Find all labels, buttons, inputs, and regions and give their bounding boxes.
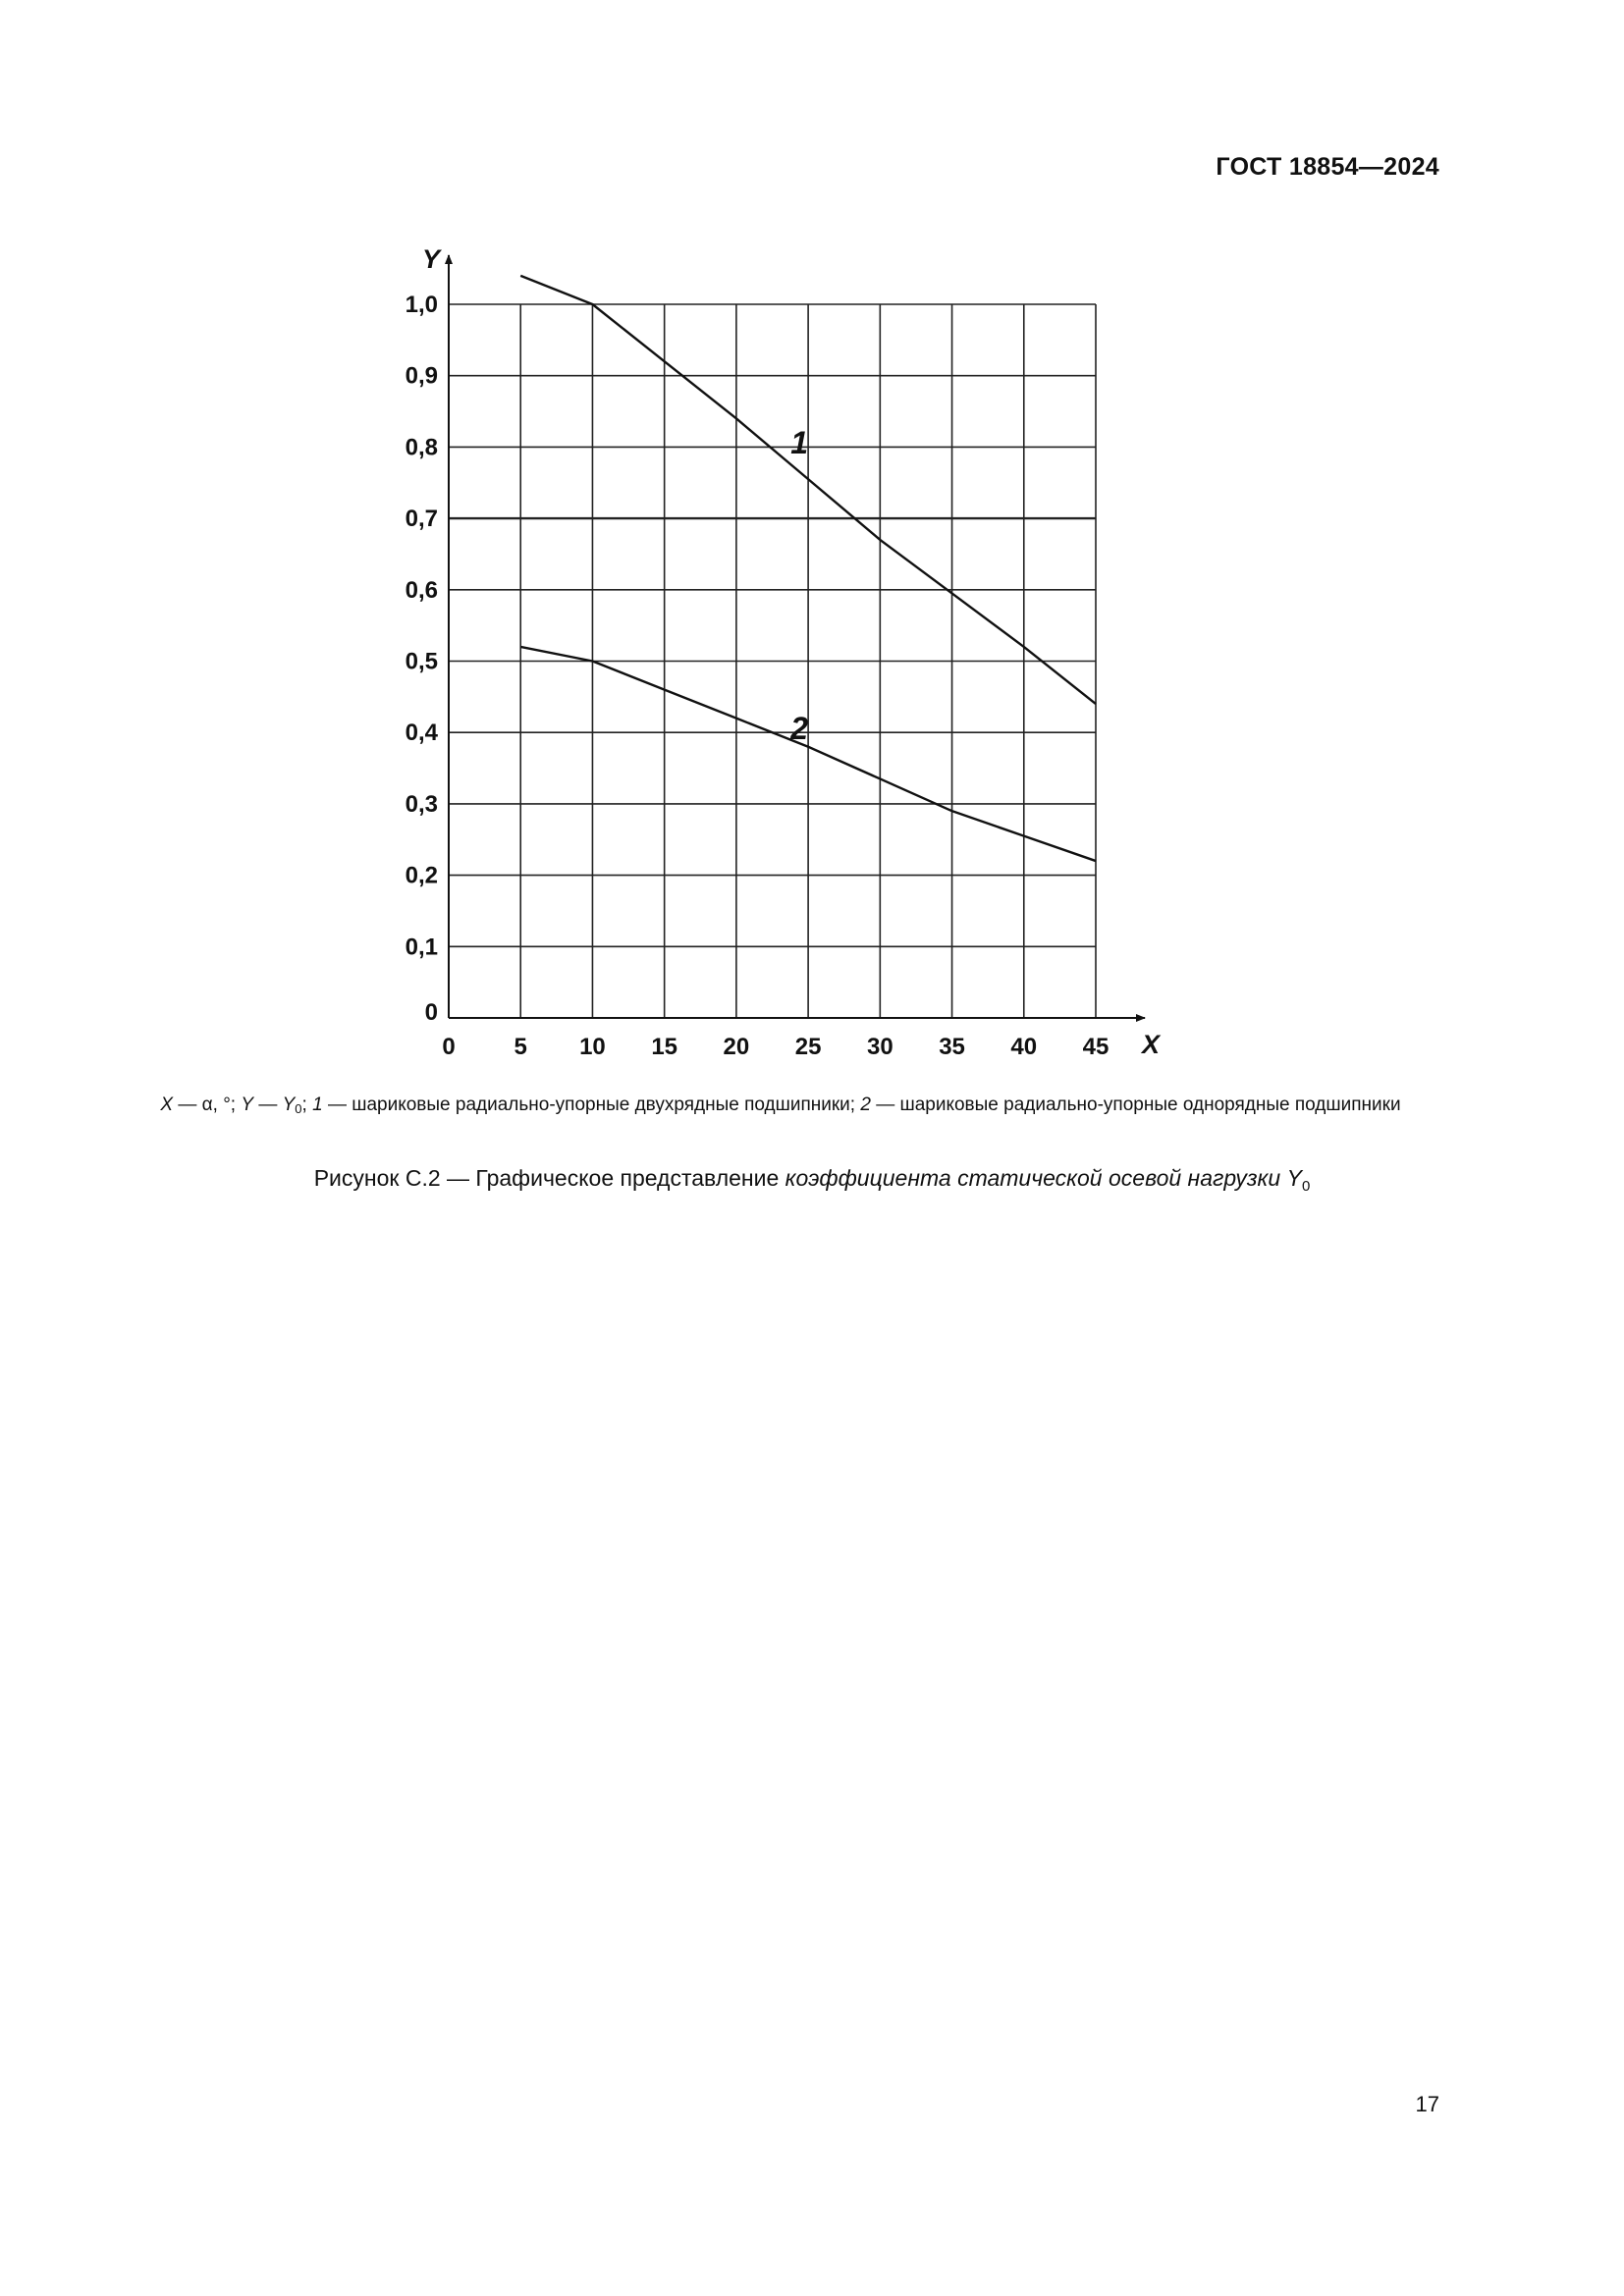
caption-prefix: Рисунок С.2 — Графическое представление [313,1165,785,1191]
x-tick-label-0: 0 [442,1034,456,1060]
caption-italic: коэффициента статической осевой нагрузки Y [785,1165,1302,1191]
grid-lines [449,304,1096,1018]
x-axis-title: X [1141,1030,1161,1059]
x-tick-label-45: 45 [1082,1034,1110,1060]
x-tick-label-5: 5 [514,1034,527,1060]
axes [449,255,1145,1018]
y-tick-label-0: 0 [424,999,438,1026]
document-header: ГОСТ 18854—2024 [1216,153,1439,181]
legend-y0-symbol: Y [282,1095,296,1115]
legend-item-1-text: — шариковые радиально-упорные двухрядные подшипники; [322,1095,861,1115]
legend-y-symbol: Y [241,1095,254,1115]
y-tick-label-1,0: 1,0 [405,292,438,318]
page-number: 17 [1415,2092,1439,2116]
y-tick-label-0,5: 0,5 [405,648,438,675]
legend-y0-subscript: 0 [295,1101,302,1116]
tick-labels [406,244,1162,1060]
y-tick-label-0,6: 0,6 [405,576,438,604]
y-tick-label-0,1: 0,1 [405,934,438,961]
legend-separator: ; [301,1095,313,1115]
caption-subscript: 0 [1301,1178,1311,1195]
legend-y-dash: — [253,1095,283,1115]
legend-x-definition: — α, °; [173,1095,242,1115]
chart-svg [0,0,1624,1099]
y-tick-label-0,3: 0,3 [405,790,438,818]
y-tick-label-0,9: 0,9 [405,362,438,390]
figure-legend [108,1093,1453,1118]
y-tick-label-0,4: 0,4 [405,720,438,747]
x-tick-label-25: 25 [794,1034,822,1060]
legend-item-1-number: 1 [312,1095,323,1115]
x-tick-label-40: 40 [1010,1034,1038,1060]
series-label-2: 2 [790,710,809,746]
y-tick-label-0,8: 0,8 [405,434,438,461]
series-label-1: 1 [790,425,809,461]
legend-item-2-number: 2 [860,1095,871,1115]
y-tick-label-0,2: 0,2 [405,862,438,889]
x-tick-label-20: 20 [723,1034,750,1060]
y-tick-label-0,7: 0,7 [405,506,438,533]
x-tick-label-10: 10 [579,1034,606,1060]
chart [0,0,1624,1099]
x-tick-label-30: 30 [866,1034,893,1060]
y-axis-title: Y [421,244,441,274]
x-tick-label-35: 35 [939,1034,965,1060]
figure-caption [0,1165,1624,1195]
x-tick-label-15: 15 [651,1034,678,1060]
legend-x-symbol: X [160,1095,174,1115]
legend-item-2-text: — шариковые радиально-упорные однорядные подшипники [870,1095,1401,1115]
